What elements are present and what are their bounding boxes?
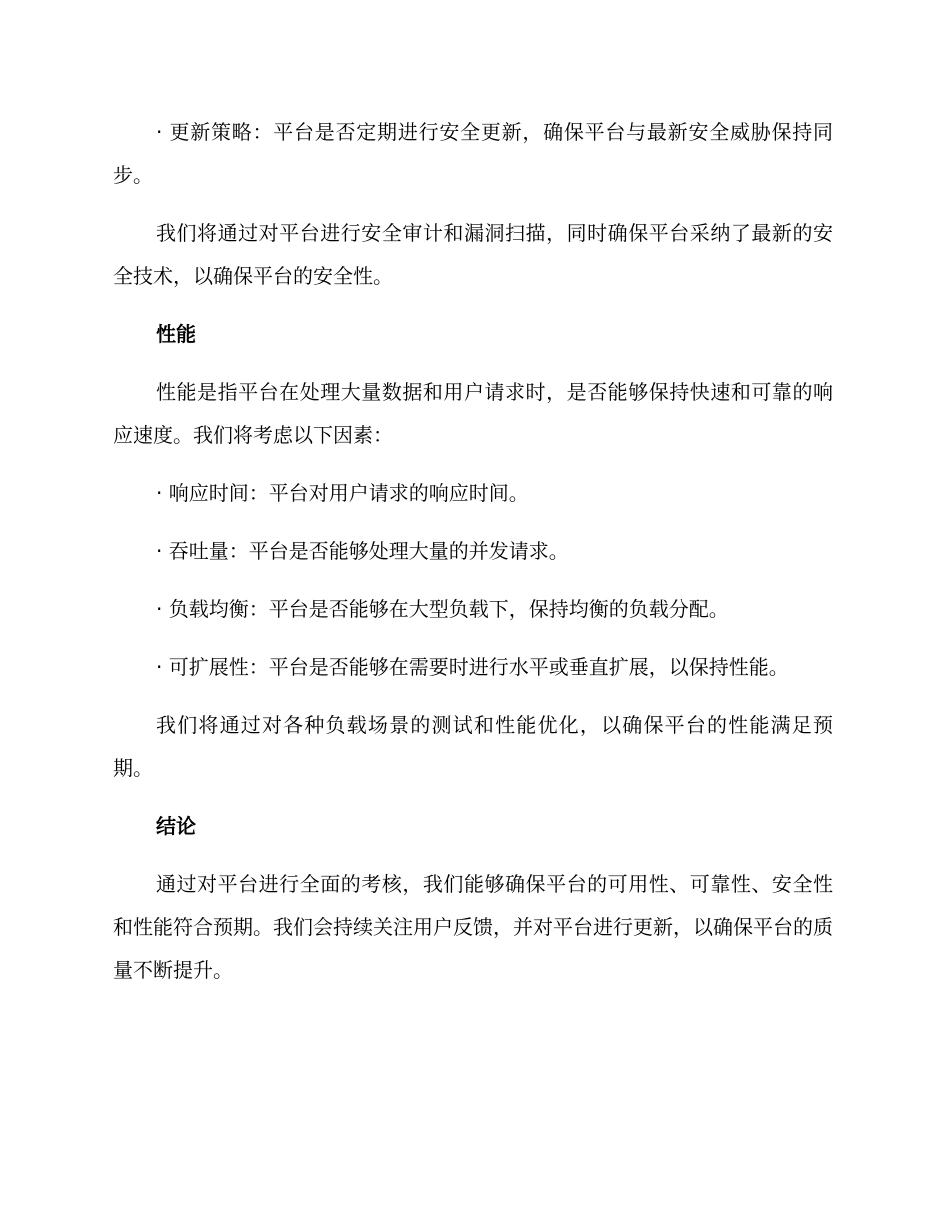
section-heading-conclusion: 结论: [156, 814, 196, 838]
section-heading-performance: 性能: [156, 322, 196, 346]
performance-intro-paragraph: 性能是指平台在处理大量数据和用户请求时，是否能够保持快速和可靠的响应速度。我们将考虑以下因素：: [113, 380, 833, 447]
bullet-response-time: · 响应时间：平台对用户请求的响应时间。: [156, 481, 529, 505]
bullet-load-balancing: · 负载均衡：平台是否能够在大型负载下，保持均衡的负载分配。: [156, 597, 729, 621]
security-summary-paragraph: 我们将通过对平台进行安全审计和漏洞扫描，同时确保平台采纳了最新的安全技术，以确保平台的安全性。: [113, 221, 833, 288]
bullet-scalability: · 可扩展性：平台是否能够在需要时进行水平或垂直扩展，以保持性能。: [156, 655, 789, 679]
document-body: [113, 111, 833, 992]
bullet-throughput: · 吞吐量：平台是否能够处理大量的并发请求。: [156, 539, 569, 563]
conclusion-paragraph: 通过对平台进行全面的考核，我们能够确保平台的可用性、可靠性、安全性和性能符合预期。我们会持续关注用户反馈，并对平台进行更新，以确保平台的质量不断提升。: [113, 872, 833, 982]
bullet-update-strategy: · 更新策略：平台是否定期进行安全更新，确保平台与最新安全威胁保持同步。: [113, 120, 833, 187]
performance-summary-paragraph: 我们将通过对各种负载场景的测试和性能优化，以确保平台的性能满足预期。: [113, 713, 833, 780]
